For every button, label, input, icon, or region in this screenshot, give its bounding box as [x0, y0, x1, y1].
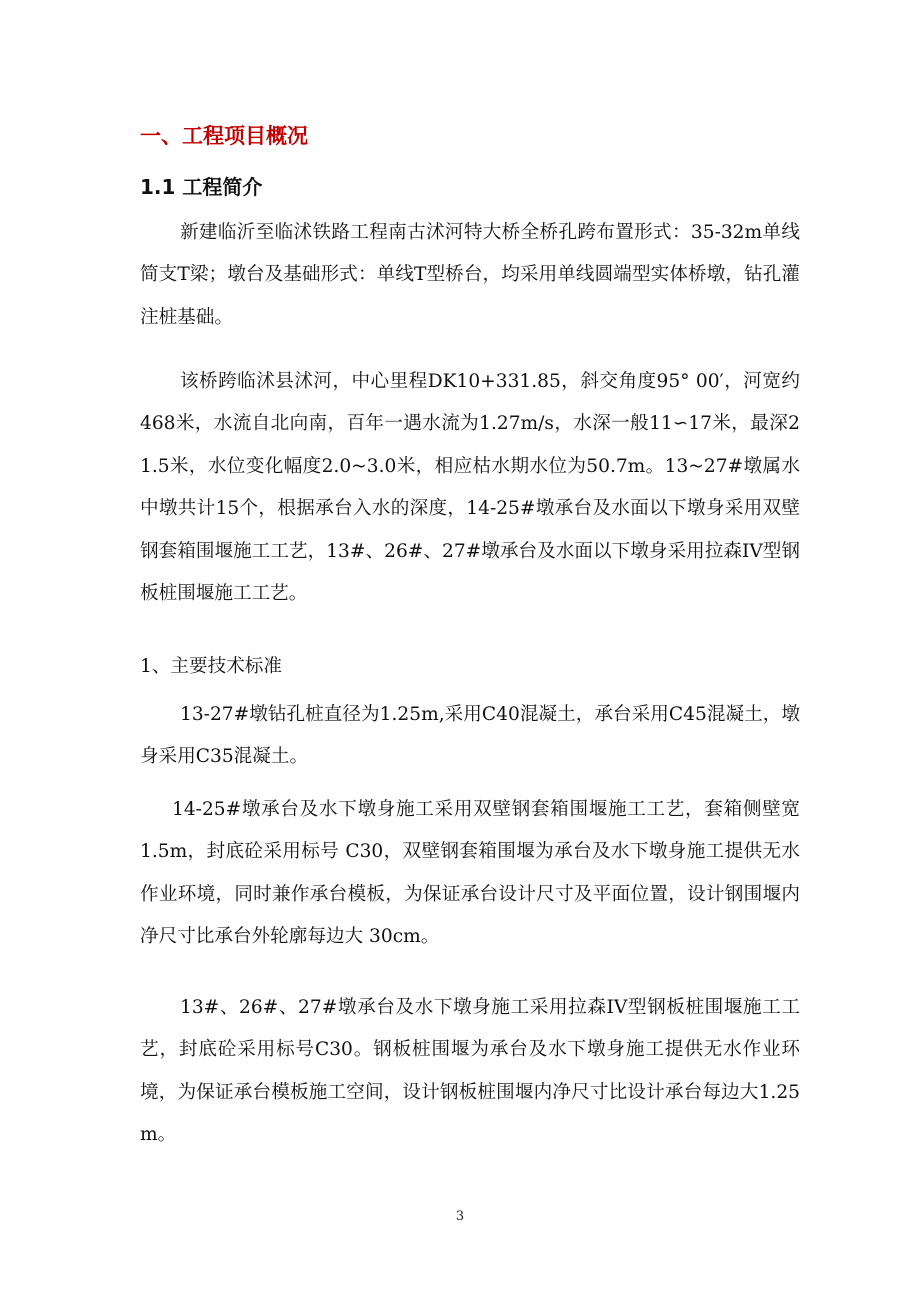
- paragraph-intro: 新建临沂至临沭铁路工程南古沭河特大桥全桥孔跨布置形式：35-32m单线简支T梁；墩台及基础形式：单线T型桥台，均采用单线圆端型实体桥墩，钻孔灌注桩基础。: [140, 222, 800, 328]
- paragraph-standards-concrete: 13-27#墩钻孔桩直径为1.25m,采用C40混凝土，承台采用C45混凝土，墩身采用C35混凝土。: [140, 704, 800, 768]
- page-number: 3: [455, 1209, 465, 1224]
- standards-title: 1、主要技术标准: [140, 656, 282, 677]
- paragraph-double-wall-cofferdam: 14-25#墩承台及水下墩身施工采用双壁钢套箱围堰施工工艺，套箱侧壁宽 1.5m，封底砼采用标号 C30，双壁钢套箱围堰为承台及水下墩身施工提供无水作业环境，同时兼作承台模板，为保证承台设计尺寸及平面位置，设计钢围堰内净尺寸比承台外轮廓每边大 30cm。: [140, 799, 800, 948]
- paragraph-sheet-pile-cofferdam: 13#、26#、27#墩承台及水下墩身施工采用拉森IV型钢板桩围堰施工工艺，封底砼采用标号C30。钢板桩围堰为承台及水下墩身施工提供无水作业环境，为保证承台模板施工空间，设计钢板桩围堰内净尺寸比设计承台每边大1.25m。: [140, 997, 800, 1146]
- section-heading: 一、工程项目概况: [140, 124, 308, 148]
- paragraph-site: 该桥跨临沭县沭河，中心里程DK10+331.85，斜交角度95° 00′，河宽约468米，水流自北向南，百年一遇水流为1.27m/s，水深一般11∽17米，最深21.5米，水位变化幅度2.0~3.0米，相应枯水期水位为50.7m。13~27#墩属水中墩共计15个，根据承台入水的深度，14-25#墩承台及水面以下墩身采用双壁钢套箱围堰施工工艺，13#、26#、27#墩承台及水面以下墩身采用拉森IV型钢板桩围堰施工工艺。: [140, 371, 800, 605]
- subsection-heading: 1.1 工程简介: [140, 175, 263, 199]
